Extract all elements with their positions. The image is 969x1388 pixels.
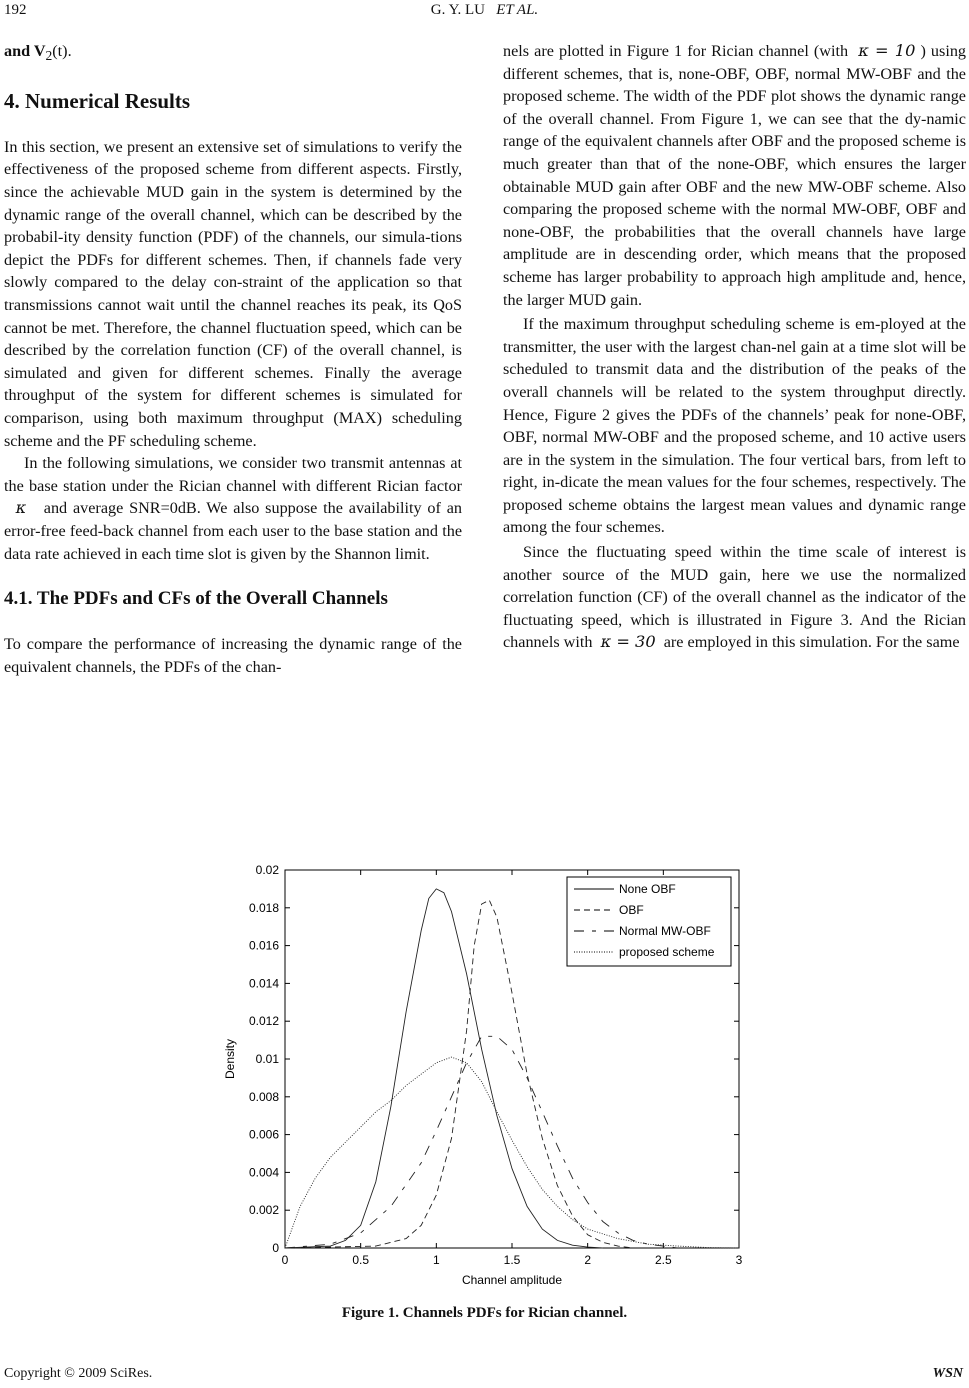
paragraph: If the maximum throughput scheduling scheme is em-ployed at the transmitter, the user with the largest chan-nel gain at a time slot will be scheduled to transmit data and the distribution of the peaks of the overall channels will be related to the system throughput directly. Hence, Figure 2 gives the PDFs of the channels’ peak for none-OBF, OBF, normal MW-OBF and the proposed scheme, and 10 active users are in the system in the simulation. The four vertical bars, from left to right, in-dicate the mean values for the four schemes, respectively. The proposed scheme obtains the largest mean values and dynamic range among the four schemes. — [503, 315, 966, 537]
paragraph — [4, 452, 462, 565]
right-column — [503, 40, 966, 654]
kappa-symbol: κ — [15, 498, 27, 518]
paragraph: To compare the performance of increasing the dynamic range of the equivalent channels, the PDFs of the chan- — [4, 635, 462, 676]
section-title: 4. Numerical Results — [4, 88, 191, 113]
y-tick-label: 0.006 — [248, 1127, 279, 1142]
x-tick-label: 2 — [584, 1253, 592, 1267]
header-et-al: ET AL. — [496, 2, 539, 18]
x-tick-label: 2.5 — [654, 1253, 672, 1267]
legend-label-obf: OBF — [619, 903, 644, 917]
paragraph-text: ) using different schemes, that is, none-OBF, OBF, normal MW-OBF and the proposed scheme. The width of the PDF plot shows the dynamic range of the overall channel. From Figure 1, we can see that the dy-namic range of the equivalent channels after OBF and the proposed scheme is much greater than that of the none-OBF, which ensures the larger obtainable MUD gain after OBF and the new MW-OBF scheme. Also comparing the proposed scheme with the normal MW-OBF, OBF and none-OBF, the probabilities that the overall channels have large amplitude are in descending order, which means that the proposed scheme has larger probability to approach high amplitude and, hence, the larger MUD gain. — [503, 42, 966, 309]
legend-label-mw-obf: Normal MW-OBF — [619, 924, 711, 938]
y-tick-label: 0.002 — [248, 1203, 279, 1218]
intro-text: and V — [4, 42, 46, 60]
left-column — [4, 40, 462, 678]
page-number: 192 — [4, 2, 27, 18]
x-tick-label: 1.5 — [503, 1253, 521, 1267]
y-tick-label: 0 — [272, 1241, 279, 1255]
y-axis-label: Density — [223, 1038, 237, 1080]
intro-sub: 2 — [45, 48, 53, 64]
intro-line — [4, 40, 462, 68]
paragraph-text: Since the fluctuating speed within the time scale of interest is another source of the MUD gain, here we use the normalized correlation function (CF) of the overall channel as the indicator of the fluctuating speed, which is illustrated in Figure 3. And the Rician channels with — [503, 543, 966, 652]
subsection-title: 4.1. The PDFs and CFs of the Overall Channels — [4, 588, 388, 610]
x-tick-label: 0 — [281, 1253, 289, 1267]
x-tick-label: 3 — [735, 1253, 743, 1267]
x-tick-label: 0.5 — [352, 1253, 370, 1267]
paragraph-text: and average SNR=0dB. We also suppose the availability of an error-free feed-back channel from each user to the base station and the data rate achieved in each time slot is given by the Shannon limit. — [4, 499, 463, 563]
y-tick-label: 0.01 — [255, 1052, 279, 1066]
header-authors: G. Y. LU — [430, 2, 485, 18]
y-tick-label: 0.016 — [248, 938, 279, 953]
legend-label-none-obf: None OBF — [619, 882, 676, 896]
kappa-equation: κ = 30 — [600, 632, 656, 652]
y-tick-label: 0.014 — [248, 976, 279, 991]
x-tick-label: 1 — [432, 1253, 440, 1267]
y-tick-label: 0.008 — [248, 1089, 279, 1104]
paragraph — [503, 40, 966, 311]
pdf-chart — [212, 858, 752, 1298]
figure-caption: Figure 1. Channels PDFs for Rician channel. — [341, 1305, 628, 1321]
paragraph-text: are employed in this simulation. For the same — [663, 633, 960, 652]
footer-copyright: Copyright © 2009 SciRes. — [4, 1366, 153, 1381]
paragraph-text: In the following simulations, we consider two transmit antennas at the base station under the Rician channel with different Rician factor — [4, 454, 462, 495]
kappa-equation: κ = 10 — [858, 41, 916, 60]
legend — [567, 877, 731, 966]
figure-1 — [212, 858, 752, 1298]
y-tick-label: 0.02 — [255, 863, 279, 877]
y-tick-label: 0.012 — [248, 1014, 279, 1029]
x-axis-label: Channel amplitude — [461, 1273, 563, 1287]
legend-label-proposed: proposed scheme — [619, 945, 715, 959]
running-header — [0, 2, 969, 19]
footer-journal: WSN — [932, 1366, 963, 1381]
paragraph — [503, 541, 966, 654]
intro-end: (t). — [52, 42, 72, 60]
paragraph: In this section, we present an extensive set of simulations to verify the effectiveness of the proposed scheme from different aspects. Firstly, since the achievable MUD gain in the system is determined by the dynamic range of the overall channel, which can be described by the probabil-ity density function (PDF) of the channels, our simula-tions depict the PDFs for different schemes. Then, if channels fade very slowly compared to the delay con-straint of the application so that transmissions cannot wait until the channel reaches its peak, its QoS cannot be met. Therefore, the channel fluctuation speed, which can be described by the correlation function (CF) of the overall channel, is simulated and given for different schemes. Finally the average throughput of the system for different schemes is simulated for comparison, using both maximum throughput (MAX) scheduling scheme and the PF scheduling scheme. — [4, 137, 462, 450]
y-tick-label: 0.004 — [248, 1165, 279, 1180]
y-tick-label: 0.018 — [248, 900, 279, 915]
paragraph-text: nels are plotted in Figure 1 for Rician channel (with — [503, 42, 849, 60]
